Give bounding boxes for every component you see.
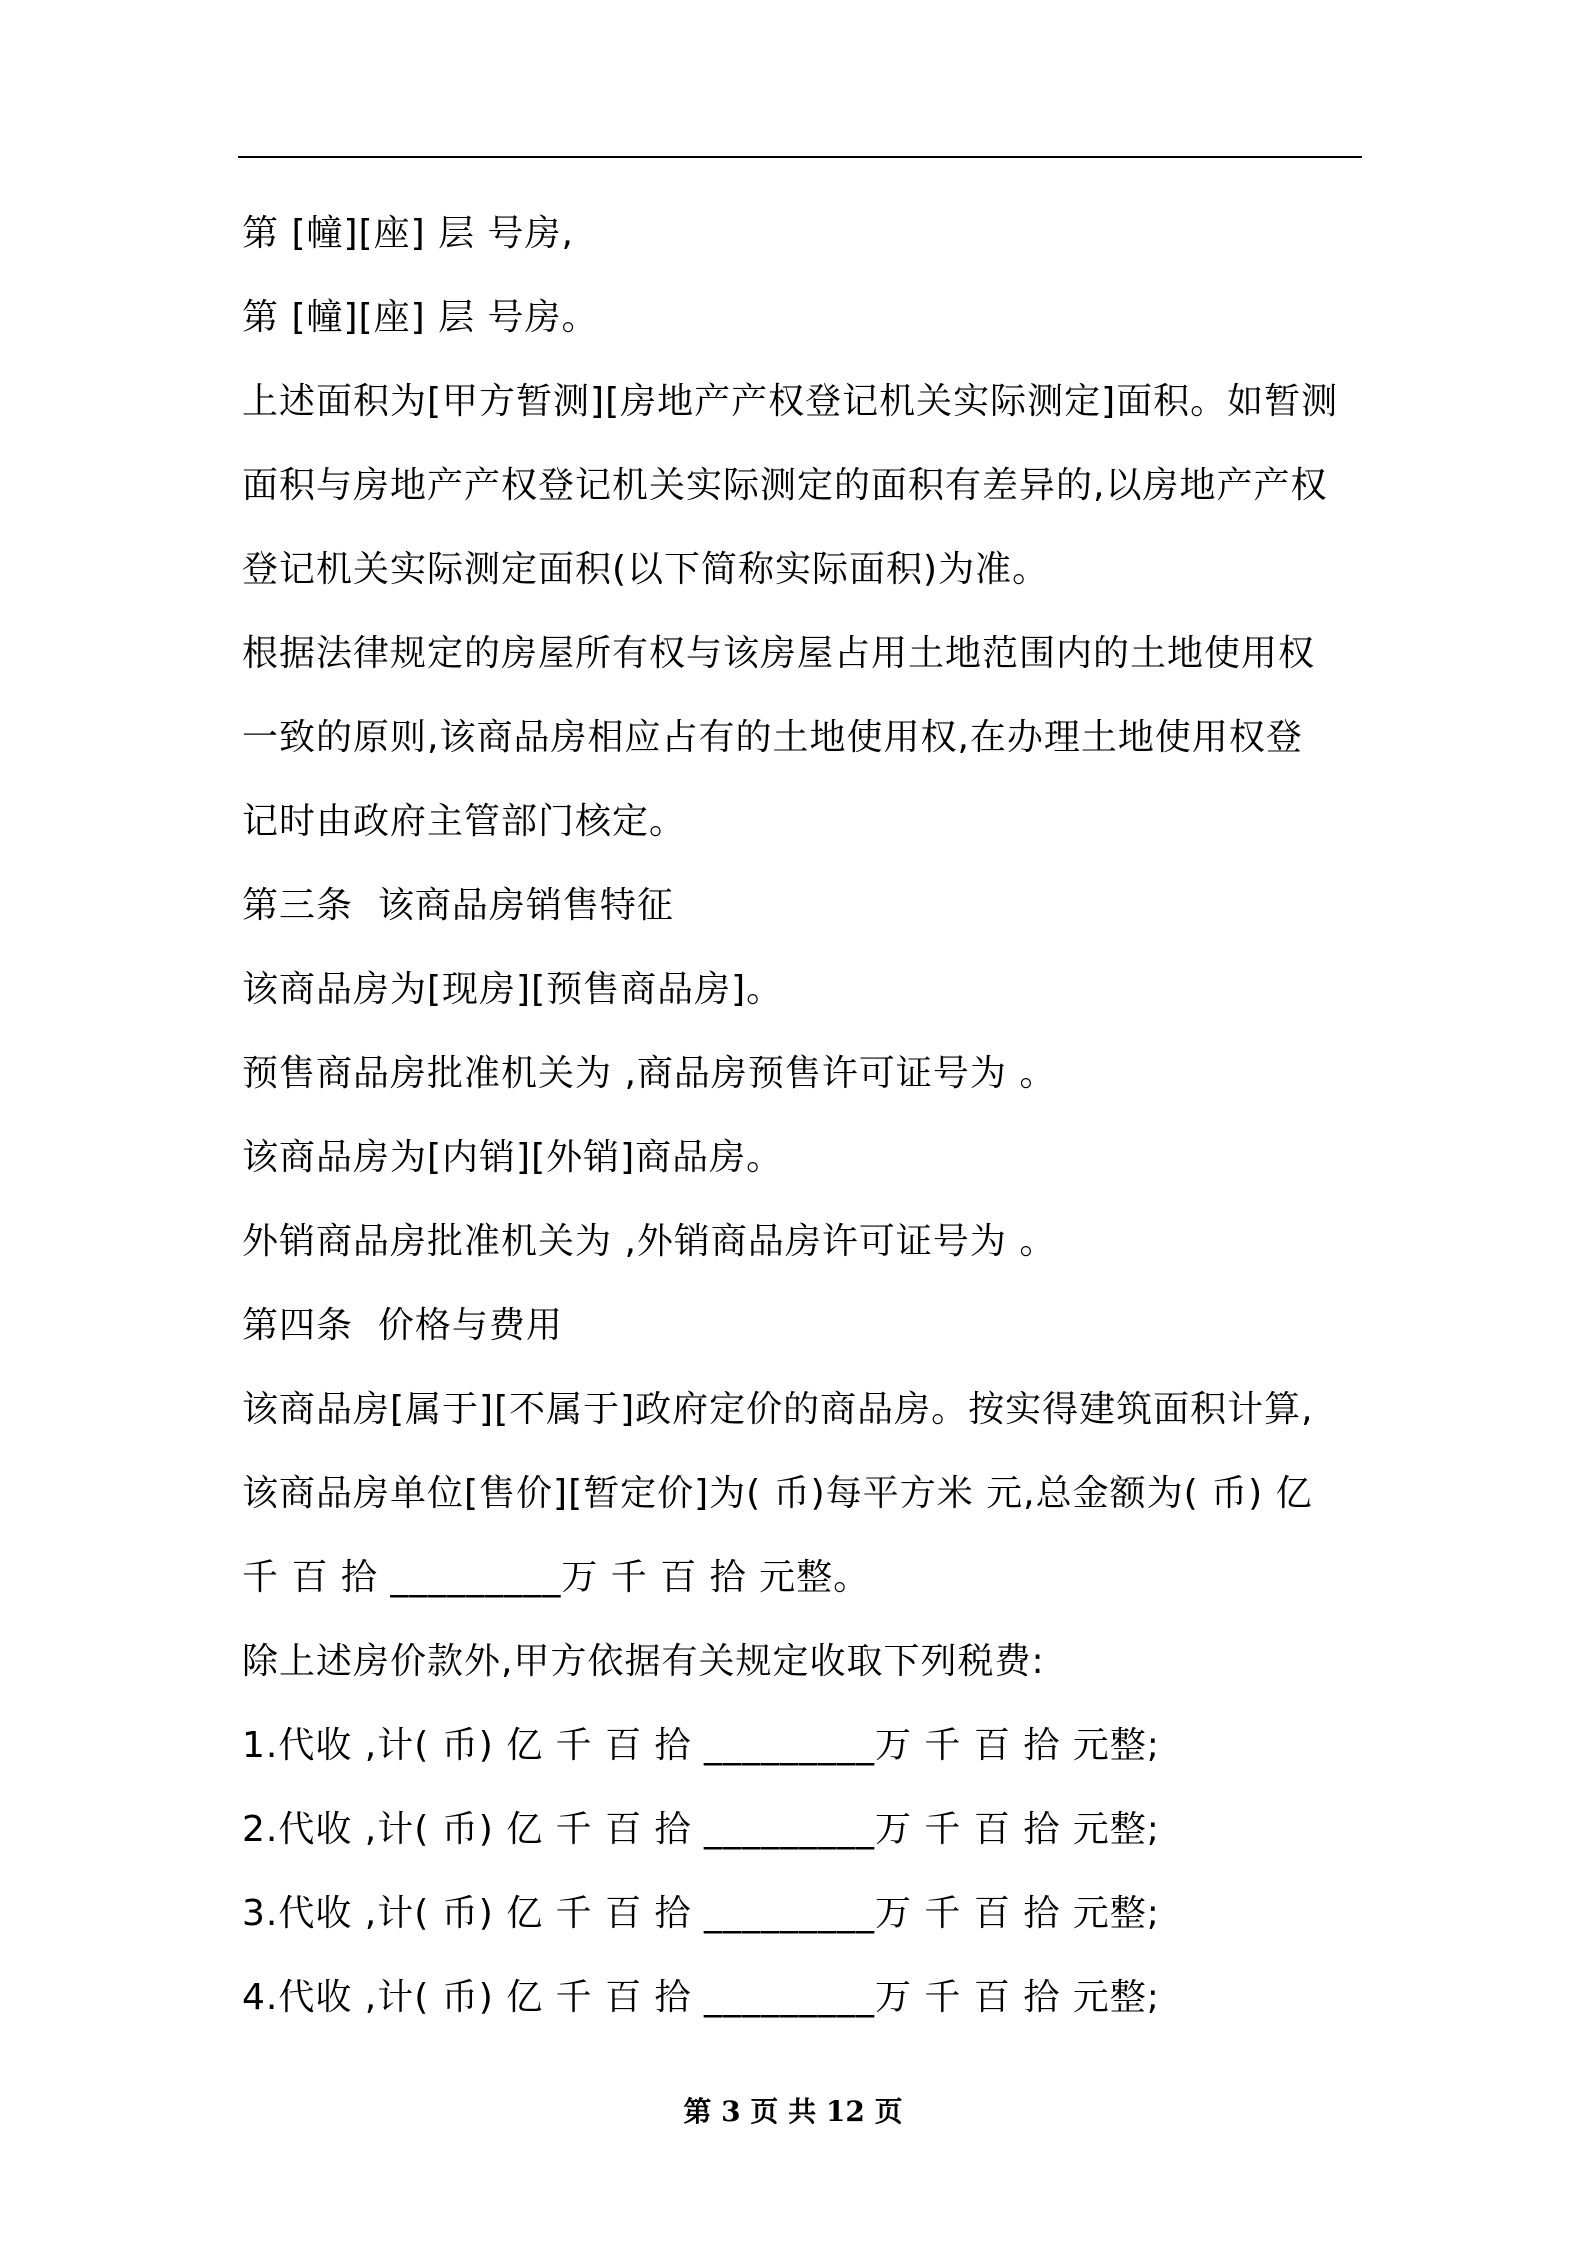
text-line: 该商品房为[内销][外销]商品房。 bbox=[242, 1137, 784, 1178]
fee-item: 2.代收 ,计( 币) 亿 千 百 拾 _________万 千 百 拾 元整; bbox=[242, 1809, 1160, 1850]
text-line: 该商品房[属于][不属于]政府定价的商品房。按实得建筑面积计算, bbox=[242, 1389, 1314, 1430]
text-line: 预售商品房批准机关为 ,商品房预售许可证号为 。 bbox=[242, 1053, 1057, 1094]
fee-item: 4.代收 ,计( 币) 亿 千 百 拾 _________万 千 百 拾 元整; bbox=[242, 1977, 1160, 2018]
article-heading: 第四条 价格与费用 bbox=[242, 1305, 563, 1346]
text-line: 上述面积为[甲方暂测][房地产产权登记机关实际测定]面积。如暂测 bbox=[242, 381, 1339, 422]
text-line: 该商品房单位[售价][暂定价]为( 币)每平方米 元,总金额为( 币) 亿 bbox=[242, 1473, 1313, 1514]
text-line: 第 [幢][座] 层 号房, bbox=[242, 213, 574, 254]
header-rule bbox=[238, 156, 1362, 158]
text-line: 一致的原则,该商品房相应占有的土地使用权,在办理土地使用权登 bbox=[242, 717, 1303, 758]
text-line: 该商品房为[现房][预售商品房]。 bbox=[242, 969, 784, 1010]
fee-item: 3.代收 ,计( 币) 亿 千 百 拾 _________万 千 百 拾 元整; bbox=[242, 1893, 1160, 1934]
article-heading: 第三条 该商品房销售特征 bbox=[242, 885, 674, 926]
text-line: 面积与房地产产权登记机关实际测定的面积有差异的,以房地产产权 bbox=[242, 465, 1328, 506]
text-line: 千 百 拾 _________万 千 百 拾 元整。 bbox=[242, 1557, 871, 1598]
text-line: 登记机关实际测定面积(以下简称实际面积)为准。 bbox=[242, 549, 1050, 590]
page-number: 第 3 页 共 12 页 bbox=[683, 2095, 903, 2128]
fee-item: 1.代收 ,计( 币) 亿 千 百 拾 _________万 千 百 拾 元整; bbox=[242, 1725, 1160, 1766]
text-line: 根据法律规定的房屋所有权与该房屋占用土地范围内的土地使用权 bbox=[242, 633, 1316, 674]
text-line: 记时由政府主管部门核定。 bbox=[242, 801, 687, 842]
text-line: 外销商品房批准机关为 ,外销商品房许可证号为 。 bbox=[242, 1221, 1057, 1262]
document-body bbox=[242, 192, 1362, 2040]
text-line: 第 [幢][座] 层 号房。 bbox=[242, 297, 599, 338]
text-line: 除上述房价款外,甲方依据有关规定收取下列税费: bbox=[242, 1641, 1045, 1682]
